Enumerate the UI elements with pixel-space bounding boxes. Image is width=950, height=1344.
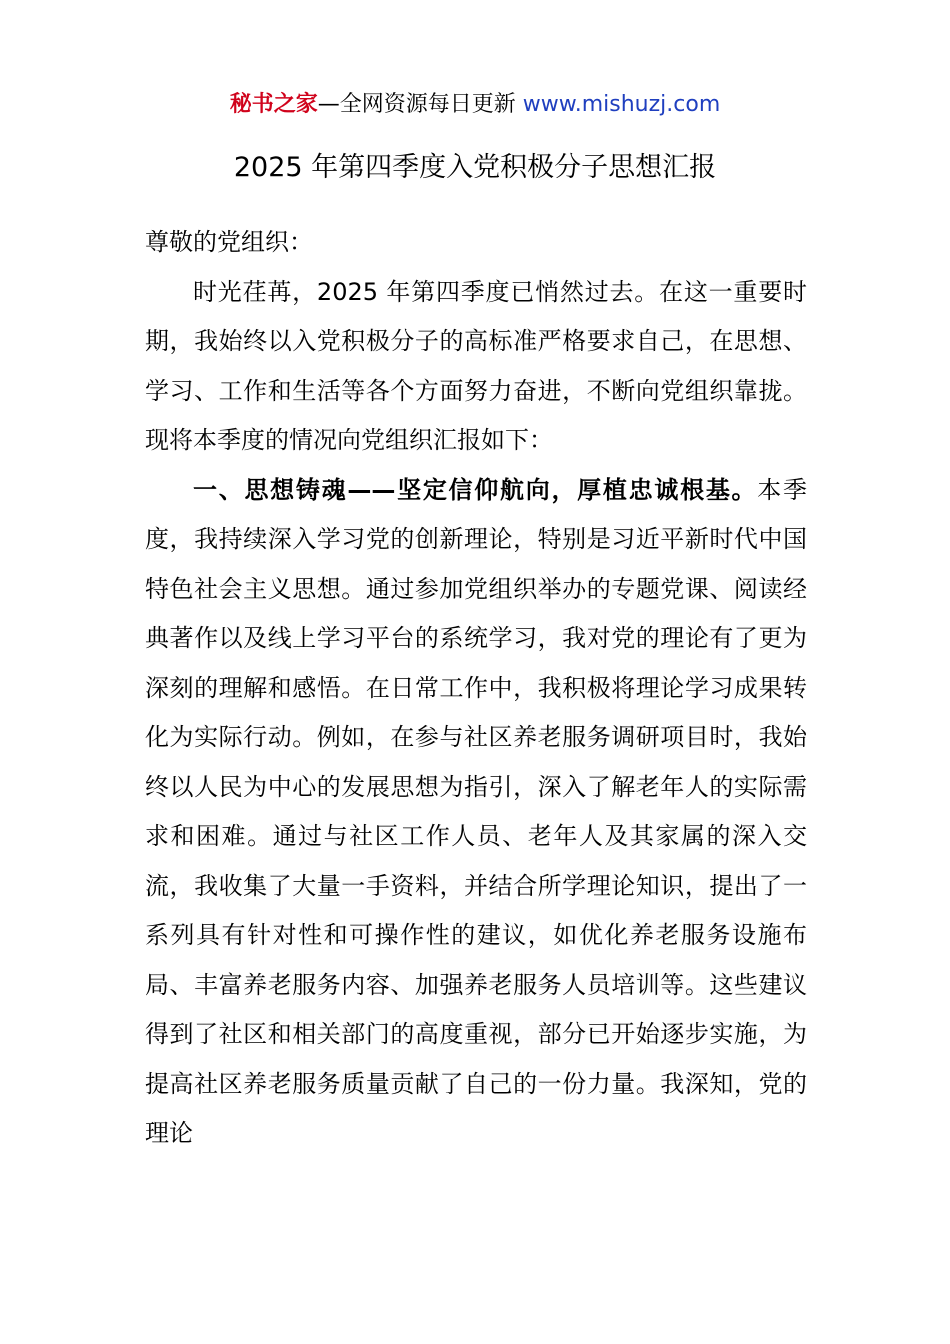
section-1-body: 本季度，我持续深入学习党的创新理论，特别是习近平新时代中国特色社会主义思想。通过参加党组织举办的专题党课、阅读经典著作以及线上学习平台的系统学习，我对党的理论有了更为深刻的理解和感悟。在日常工作中，我积极将理论学习成果转化为实际行动。例如，在参与社区养老服务调研项目时，我始终以人民为中心的发展思想为指引，深入了解老年人的实际需求和困难。通过与社区工作人员、老年人及其家属的深入交流，我收集了大量一手资料，并结合所学理论知识，提出了一系列具有针对性和可操作性的建议，如优化养老服务设施布局、丰富养老服务内容、加强养老服务人员培训等。这些建议得到了社区和相关部门的高度重视，部分已开始逐步实施，为提高社区养老服务质量贡献了自己的一份力量。我深知，党的理论 bbox=[145, 475, 808, 1147]
site-tagline: —全网资源每日更新 bbox=[317, 92, 523, 117]
salutation: 尊敬的党组织： bbox=[145, 228, 313, 256]
section-1-heading: 一、思想铸魂——坚定信仰航向，厚植忠诚根基。 bbox=[193, 475, 758, 504]
site-header bbox=[0, 88, 950, 122]
site-brand: 秘书之家 bbox=[229, 92, 318, 117]
section-1-paragraph bbox=[145, 466, 807, 1159]
document-title: 2025 年第四季度入党积极分子思想汇报 bbox=[233, 152, 717, 183]
site-url-link[interactable]: www.mishuzj.com bbox=[522, 92, 721, 117]
intro-paragraph: 时光荏苒，2025 年第四季度已悄然过去。在这一重要时期，我始终以入党积极分子的高标准严格要求自己，在思想、学习、工作和生活等各个方面努力奋进，不断向党组织靠拢。现将本季度的情况向党组织汇报如下： bbox=[145, 277, 807, 454]
document-body bbox=[145, 218, 807, 1159]
